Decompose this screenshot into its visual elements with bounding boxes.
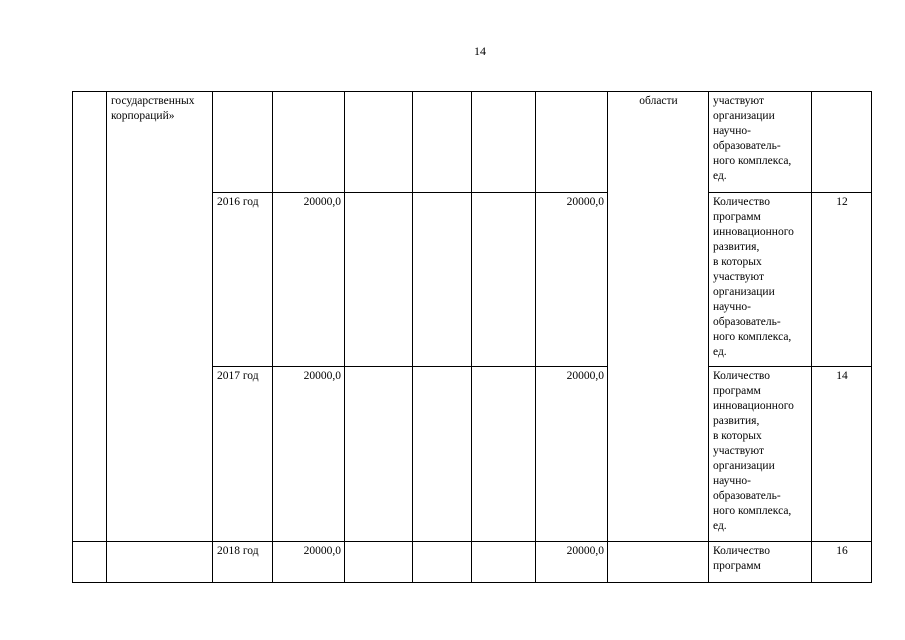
indicator-line: Количество	[713, 545, 770, 557]
indicator-line: программ	[713, 560, 761, 572]
indicator-value-cell	[812, 92, 872, 193]
indicator-line: Количество	[713, 196, 770, 208]
other-source-cell	[536, 92, 608, 193]
year-cell: 2016 год	[213, 193, 273, 367]
federal-cell	[345, 193, 413, 367]
table-row	[73, 92, 872, 193]
other-source-cell: 20000,0	[536, 367, 608, 542]
indicator-line: в которых	[713, 256, 762, 268]
indicator-cell	[709, 542, 812, 583]
total-cell: 20000,0	[273, 542, 345, 583]
local-cell	[472, 92, 536, 193]
indicator-cell	[709, 193, 812, 367]
indicator-line: организации	[713, 460, 775, 472]
indicator-line: ного комплекса,	[713, 331, 792, 343]
federal-cell	[345, 542, 413, 583]
indicator-line: научно-	[713, 125, 751, 137]
number-cell	[73, 542, 107, 583]
year-cell: 2017 год	[213, 367, 273, 542]
number-cell	[73, 92, 107, 542]
indicator-line: инновационного	[713, 226, 794, 238]
local-cell	[472, 542, 536, 583]
indicator-line: инновационного	[713, 400, 794, 412]
total-cell: 20000,0	[273, 193, 345, 367]
indicator-line: ного комплекса,	[713, 505, 792, 517]
table-row	[73, 542, 872, 583]
indicator-cell	[709, 92, 812, 193]
indicator-line: ед.	[713, 170, 727, 182]
indicator-line: развития,	[713, 241, 760, 253]
indicator-line: организации	[713, 286, 775, 298]
federal-cell	[345, 92, 413, 193]
total-cell	[273, 92, 345, 193]
indicator-line: ед.	[713, 346, 727, 358]
indicator-line: программ	[713, 385, 761, 397]
local-cell	[472, 367, 536, 542]
indicator-line: развития,	[713, 415, 760, 427]
indicator-line: Количество	[713, 370, 770, 382]
other-source-cell: 20000,0	[536, 542, 608, 583]
year-cell: 2018 год	[213, 542, 273, 583]
program-table	[72, 91, 872, 583]
indicator-line: образователь-	[713, 140, 781, 152]
indicator-line: ед.	[713, 520, 727, 532]
indicator-line: участвуют	[713, 271, 765, 283]
regional-cell	[413, 367, 472, 542]
indicator-line: в которых	[713, 430, 762, 442]
regional-cell	[413, 92, 472, 193]
indicator-line: программ	[713, 211, 761, 223]
indicator-line: организации	[713, 110, 775, 122]
indicator-value-cell: 16	[812, 542, 872, 583]
territory-cell	[608, 542, 709, 583]
program-name-cell	[107, 542, 213, 583]
indicator-line: образователь-	[713, 316, 781, 328]
indicator-line: участвуют	[713, 445, 765, 457]
indicator-line: ного комплекса,	[713, 155, 792, 167]
indicator-value-cell: 14	[812, 367, 872, 542]
indicator-line: участвуют	[713, 95, 765, 107]
local-cell	[472, 193, 536, 367]
indicator-line: научно-	[713, 301, 751, 313]
year-cell	[213, 92, 273, 193]
federal-cell	[345, 367, 413, 542]
indicator-value-cell: 12	[812, 193, 872, 367]
regional-cell	[413, 193, 472, 367]
indicator-line: научно-	[713, 475, 751, 487]
other-source-cell: 20000,0	[536, 193, 608, 367]
indicator-line: образователь-	[713, 490, 781, 502]
page-number: 14	[474, 44, 486, 58]
territory-cell: области	[608, 92, 709, 542]
indicator-cell	[709, 367, 812, 542]
program-name-cell: государственных корпораций»	[107, 92, 213, 542]
regional-cell	[413, 542, 472, 583]
total-cell: 20000,0	[273, 367, 345, 542]
